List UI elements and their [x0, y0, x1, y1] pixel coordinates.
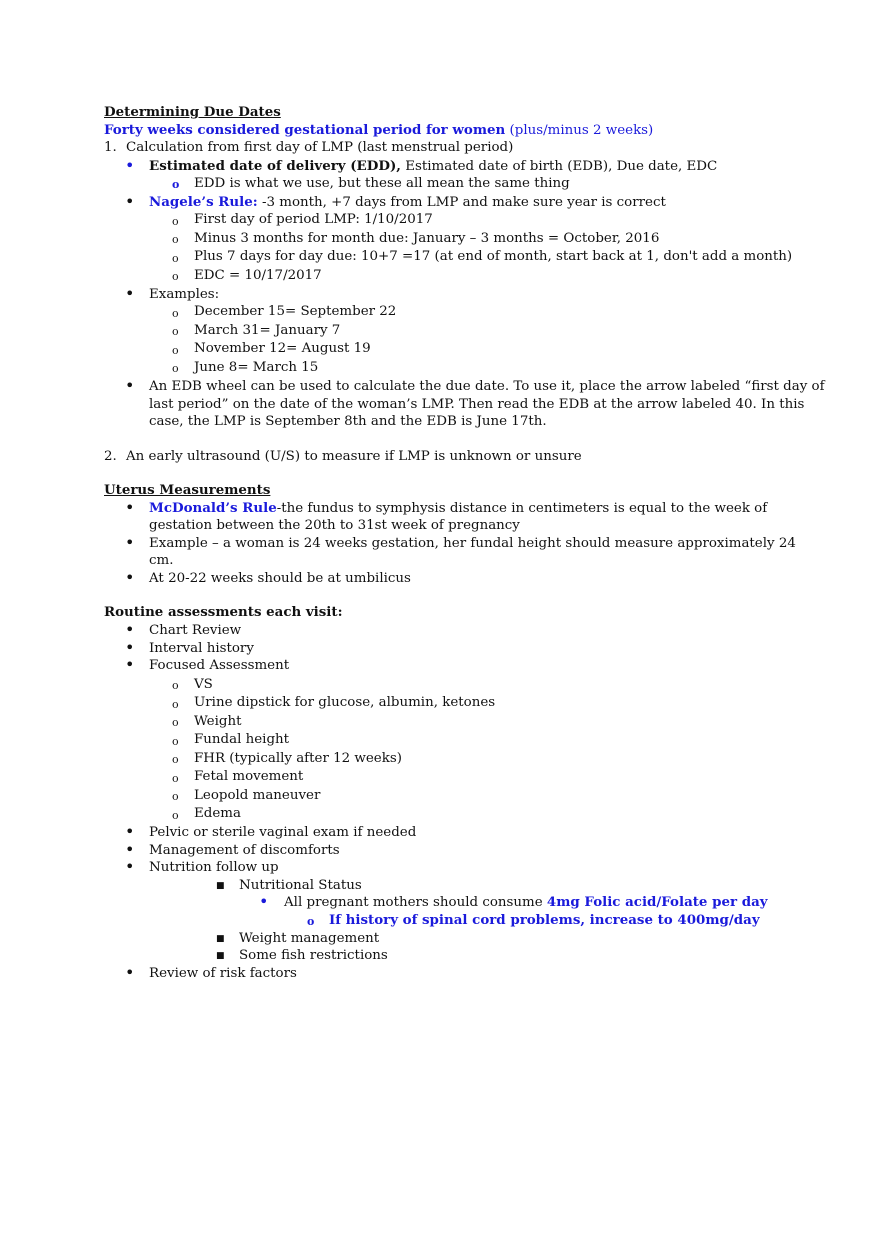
- bullet-dot-icon: •: [125, 498, 135, 517]
- bullet-circle-icon: o: [172, 735, 179, 748]
- bullet-dot-icon: •: [125, 857, 135, 876]
- focused-item: VS: [194, 677, 213, 692]
- nagele-label: Nagele’s Rule:: [149, 194, 258, 210]
- bullet-circle-icon: o: [172, 233, 179, 246]
- bullet-dot-icon: •: [125, 655, 135, 674]
- bullet-dot-icon: •: [125, 822, 135, 841]
- example-item: December 15= September 22: [194, 304, 397, 319]
- bullet-square-icon: ■: [216, 881, 225, 891]
- mcdonald-cont: gestation between the 20th to 31st week of pregnancy: [149, 518, 520, 533]
- bullet-dot-icon: •: [125, 568, 135, 587]
- mcdonald-label: McDonald’s Rule: [149, 500, 277, 516]
- examples-label: Examples:: [149, 287, 220, 302]
- example-item: June 8= March 15: [194, 360, 319, 375]
- bullet-circle-icon: o: [172, 252, 179, 265]
- nutrition-sub: Nutritional Status: [239, 878, 362, 893]
- bullet-dot-icon: •: [125, 192, 135, 211]
- bullet-circle-icon: o: [172, 270, 179, 283]
- nagele-line: [149, 194, 666, 211]
- bullet-circle-icon: o: [172, 772, 179, 785]
- bullet-square-icon: ■: [216, 951, 225, 961]
- forty-weeks-rest: (plus/minus 2 weeks): [505, 123, 654, 138]
- routine-item: Focused Assessment: [149, 658, 290, 673]
- focused-item: Edema: [194, 806, 241, 821]
- routine-item: Chart Review: [149, 623, 242, 638]
- nutrition-sub: Some fish restrictions: [239, 948, 388, 963]
- routine-item: Interval history: [149, 641, 254, 656]
- focused-item: Fetal movement: [194, 769, 304, 784]
- forty-weeks-bold: Forty weeks considered gestational period for women: [104, 122, 506, 138]
- nagele-step: EDC = 10/17/2017: [194, 268, 322, 283]
- bullet-circle-icon: o: [172, 362, 179, 375]
- nagele-step: Plus 7 days for day due: 10+7 =17 (at end of month, start back at 1, don't add a month): [194, 249, 793, 264]
- routine-item: Nutrition follow up: [149, 860, 279, 875]
- folic-bold: 4mg Folic acid/Folate per day: [546, 894, 768, 910]
- bullet-circle-icon: o: [172, 790, 179, 803]
- mcdonald-line: [149, 500, 767, 517]
- bullet-dot-icon: •: [125, 376, 135, 395]
- list-number-2: 2.: [104, 449, 117, 464]
- bullet-circle-icon: o: [172, 698, 179, 711]
- example-item: March 31= January 7: [194, 323, 341, 338]
- routine-item: Pelvic or sterile vaginal exam if needed: [149, 825, 417, 840]
- forty-weeks-line: [104, 122, 653, 139]
- edd-rest: Estimated date of birth (EDB), Due date, EDC: [400, 159, 718, 174]
- spinal-line: If history of spinal cord problems, increase to 400mg/day: [329, 912, 760, 928]
- uterus-example-cont: cm.: [149, 553, 174, 568]
- bullet-dot-icon: •: [125, 840, 135, 859]
- nagele-rest: -3 month, +7 days from LMP and make sure year is correct: [257, 195, 666, 210]
- bullet-dot-icon: •: [125, 284, 135, 303]
- mcdonald-rest: -the fundus to symphysis distance in centimeters is equal to the week of: [276, 501, 768, 516]
- item2-text: An early ultrasound (U/S) to measure if LMP is unknown or unsure: [126, 449, 582, 464]
- bullet-circle-icon: o: [172, 307, 179, 320]
- bullet-circle-icon: o: [172, 215, 179, 228]
- item1-text: Calculation from first day of LMP (last menstrual period): [126, 140, 514, 155]
- bullet-circle-icon: o: [172, 344, 179, 357]
- bullet-circle-icon: o: [172, 753, 179, 766]
- bullet-dot-icon: •: [125, 533, 135, 552]
- bullet-circle-icon: o: [307, 915, 315, 928]
- section-heading-uterus: Uterus Measurements: [104, 482, 271, 498]
- nagele-step: Minus 3 months for month due: January – 3 months = October, 2016: [194, 231, 660, 246]
- bullet-circle-icon: o: [172, 809, 179, 822]
- umbilicus-line: At 20-22 weeks should be at umbilicus: [149, 571, 411, 586]
- bullet-dot-icon: •: [125, 156, 135, 175]
- focused-item: Leopold maneuver: [194, 788, 321, 803]
- focused-item: Urine dipstick for glucose, albumin, ketones: [194, 695, 496, 710]
- bullet-circle-icon: o: [172, 716, 179, 729]
- folic-line: [284, 894, 768, 911]
- focused-item: Weight: [194, 714, 242, 729]
- edb-wheel-line: An EDB wheel can be used to calculate the due date. To use it, place the arrow labeled “first day of: [149, 379, 825, 394]
- nagele-step: First day of period LMP: 1/10/2017: [194, 212, 433, 227]
- example-item: November 12= August 19: [194, 341, 371, 356]
- bullet-dot-icon: •: [125, 963, 135, 982]
- edd-sub: EDD is what we use, but these all mean the same thing: [194, 176, 570, 191]
- bullet-circle-icon: o: [172, 679, 179, 692]
- bullet-circle-icon: o: [172, 325, 179, 338]
- focused-item: Fundal height: [194, 732, 290, 747]
- routine-item: Review of risk factors: [149, 966, 297, 981]
- folic-plain: All pregnant mothers should consume: [284, 895, 547, 910]
- bullet-dot-icon: •: [125, 638, 135, 657]
- edb-wheel-line: last period” on the date of the woman’s LMP. Then read the EDB at the arrow labeled 40. In this: [149, 397, 805, 412]
- routine-item: Management of discomforts: [149, 843, 340, 858]
- bullet-circle-icon: o: [172, 178, 180, 191]
- bullet-dot-icon: •: [125, 620, 135, 639]
- uterus-example: Example – a woman is 24 weeks gestation, her fundal height should measure approximately 24: [149, 536, 796, 551]
- section-heading-routine: Routine assessments each visit:: [104, 604, 343, 620]
- bullet-dot-icon: •: [259, 892, 269, 911]
- focused-item: FHR (typically after 12 weeks): [194, 751, 402, 766]
- edd-line: [149, 158, 717, 175]
- edd-bold: Estimated date of delivery (EDD),: [149, 158, 401, 174]
- list-number-1: 1.: [104, 140, 117, 155]
- bullet-square-icon: ■: [216, 934, 225, 944]
- edb-wheel-line: case, the LMP is September 8th and the EDB is June 17th.: [149, 414, 547, 429]
- nutrition-sub: Weight management: [239, 931, 380, 946]
- section-heading-due-dates: Determining Due Dates: [104, 104, 281, 120]
